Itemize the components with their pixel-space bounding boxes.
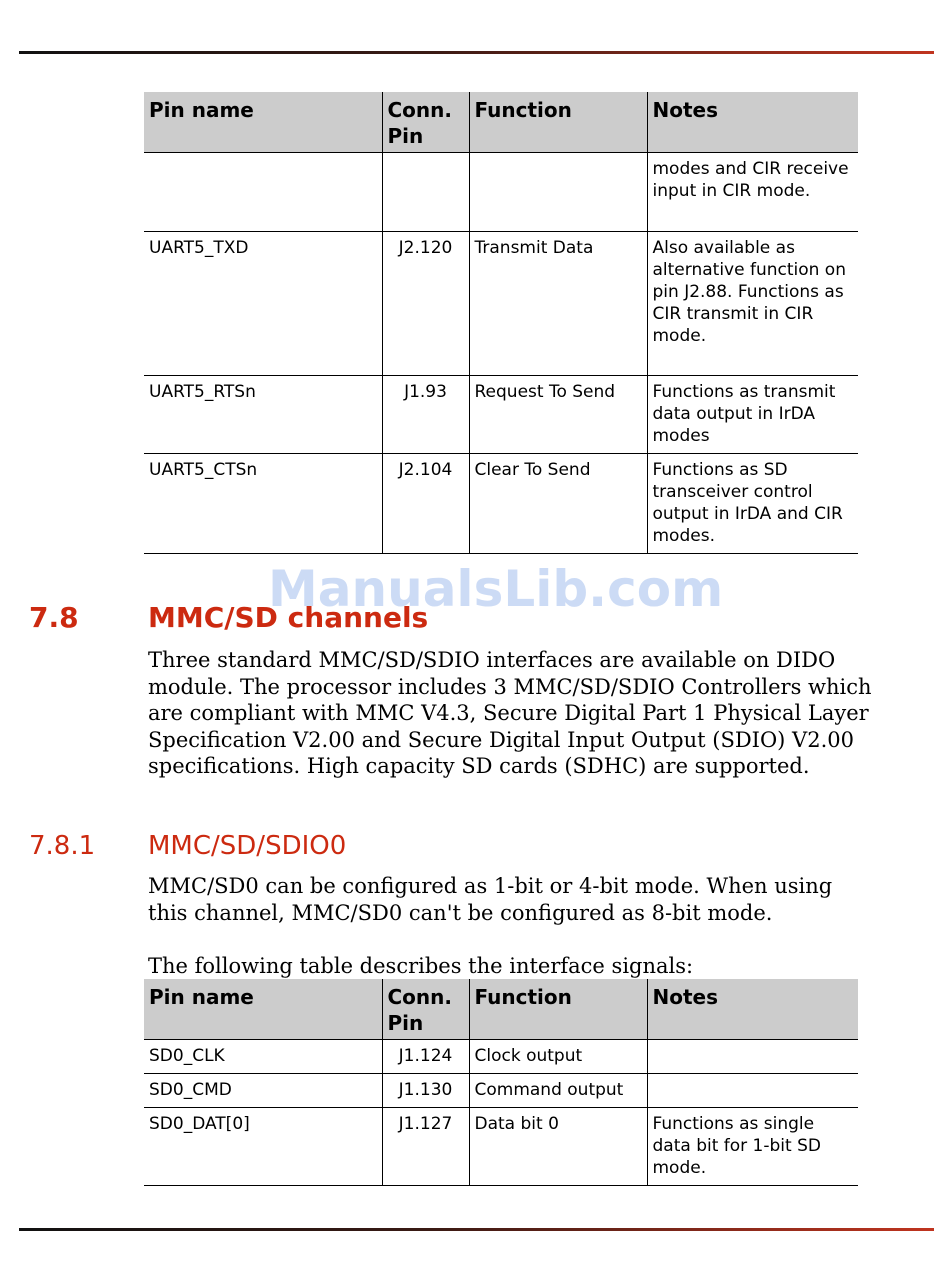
notes-cell: Functions as single data bit for 1-bit SD mode. (647, 1108, 858, 1186)
table-row (144, 1040, 858, 1074)
table-row (144, 1108, 858, 1186)
column-header-conn-pin: Conn. Pin (382, 92, 469, 153)
column-header-notes: Notes (647, 92, 858, 153)
subsection-title: MMC/SD/SDIO0 (148, 831, 347, 861)
function-cell: Transmit Data (469, 232, 647, 376)
column-header-function: Function (469, 979, 647, 1040)
section-title: MMC/SD channels (148, 601, 429, 634)
pin-name-cell: UART5_CTSn (144, 454, 382, 554)
column-header-pin-name: Pin name (144, 979, 382, 1040)
watermark: ManualsLib.com (268, 560, 724, 618)
notes-cell (647, 1040, 858, 1074)
footer-rule (19, 1228, 934, 1231)
pin-name-cell (144, 153, 382, 232)
conn-pin-cell: J1.93 (382, 376, 469, 454)
notes-cell: Also available as alternative function on pin J2.88. Functions as CIR transmit in CIR mode. (647, 232, 858, 376)
header-rule (19, 51, 934, 54)
table-row (144, 153, 858, 232)
table-row (144, 1074, 858, 1108)
notes-cell (647, 1074, 858, 1108)
function-cell: Request To Send (469, 376, 647, 454)
table-row (144, 454, 858, 554)
conn-pin-cell: J2.120 (382, 232, 469, 376)
table-header-row (144, 979, 858, 1040)
pin-name-cell: SD0_CMD (144, 1074, 382, 1108)
table-row (144, 232, 858, 376)
notes-cell: Functions as transmit data output in IrDA modes (647, 376, 858, 454)
conn-pin-cell: J1.127 (382, 1108, 469, 1186)
table-intro-text: The following table describes the interface signals: (148, 954, 694, 978)
column-header-notes: Notes (647, 979, 858, 1040)
function-cell: Command output (469, 1074, 647, 1108)
pin-name-cell: SD0_DAT[0] (144, 1108, 382, 1186)
uart5-pin-table (144, 92, 858, 554)
conn-pin-cell: J2.104 (382, 454, 469, 554)
subsection-body-paragraph: MMC/SD0 can be configured as 1-bit or 4-bit mode. When using this channel, MMC/SD0 can't be configured as 8-bit mode. (148, 874, 833, 925)
conn-pin-cell: J1.124 (382, 1040, 469, 1074)
function-cell: Clear To Send (469, 454, 647, 554)
conn-pin-cell (382, 153, 469, 232)
function-cell (469, 153, 647, 232)
column-header-conn-pin: Conn. Pin (382, 979, 469, 1040)
subsection-number: 7.8.1 (29, 831, 96, 861)
sd0-pin-table (144, 979, 858, 1186)
column-header-pin-name: Pin name (144, 92, 382, 153)
column-header-function: Function (469, 92, 647, 153)
function-cell: Data bit 0 (469, 1108, 647, 1186)
pin-name-cell: UART5_TXD (144, 232, 382, 376)
notes-cell: Functions as SD transceiver control output in IrDA and CIR modes. (647, 454, 858, 554)
section-number: 7.8 (29, 601, 79, 634)
notes-cell: modes and CIR receive input in CIR mode. (647, 153, 858, 232)
function-cell: Clock output (469, 1040, 647, 1074)
table-header-row (144, 92, 858, 153)
section-body-paragraph: Three standard MMC/SD/SDIO interfaces are available on DIDO module. The processor includes 3 MMC/SD/SDIO Controllers which are compliant with MMC V4.3, Secure Digital Part 1 Physical Layer Specification V2.00 and Secure Digital Input Output (SDIO) V2.00 specifications. High capacity SD cards (SDHC) are supported. (148, 648, 872, 778)
table-row (144, 376, 858, 454)
pin-name-cell: UART5_RTSn (144, 376, 382, 454)
pin-name-cell: SD0_CLK (144, 1040, 382, 1074)
conn-pin-cell: J1.130 (382, 1074, 469, 1108)
